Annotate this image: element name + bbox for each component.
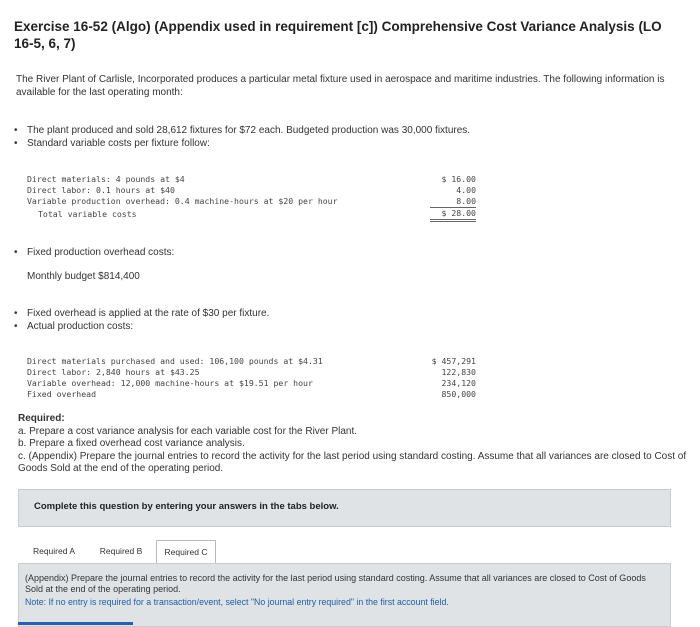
bullet-std-costs: • Standard variable costs per fixture follow: xyxy=(27,137,210,150)
exercise-title: Exercise 16-52 (Algo) (Appendix used in requirement [c]) Comprehensive Cost Variance Analysis (LO 16-5, 6, 7) xyxy=(14,19,662,51)
tab-content-panel xyxy=(18,563,671,627)
actual-row-value: 234,120 xyxy=(441,378,476,388)
panel-note: Note: If no entry is required for a transaction/event, select "No journal entry required" in the first account field. xyxy=(25,597,449,607)
actual-row-label: Variable overhead: 12,000 machine-hours at $19.51 per hour xyxy=(27,378,313,388)
panel-instructions: (Appendix) Prepare the journal entries to record the activity for the last period using standard costing. Assume that all variances are closed to Cost of Goods Sold at the end of the operating period. xyxy=(25,573,646,594)
intro-text: The River Plant of Carlisle, Incorporated produces a particular metal fixture used in aerospace and maritime industries. The following information is available for the last operating month: xyxy=(16,74,665,98)
actual-row-label: Direct materials purchased and used: 106,100 pounds at $4.31 xyxy=(27,356,323,366)
instruction-text: Complete this question by entering your answers in the tabs below. xyxy=(34,501,339,512)
std-row-label: Direct labor: 0.1 hours at $40 xyxy=(27,185,175,195)
std-total-value: $ 28.00 xyxy=(430,208,476,222)
instruction-box xyxy=(18,489,671,527)
actual-row-label: Direct labor: 2,840 hours at $43.25 xyxy=(27,367,200,377)
required-heading: Required: xyxy=(18,413,65,424)
actual-row-value: $ 457,291 xyxy=(431,356,476,366)
tab-required-a[interactable]: Required A xyxy=(32,546,76,556)
tab-required-b[interactable]: Required B xyxy=(99,546,143,556)
std-row-value: $ 16.00 xyxy=(441,174,476,184)
required-b: b. Prepare a fixed overhead cost variance analysis. xyxy=(18,438,245,449)
monthly-budget: Monthly budget $814,400 xyxy=(27,271,140,282)
actual-row-value: 850,000 xyxy=(441,389,476,399)
bullet-applied-rate: • Fixed overhead is applied at the rate of $30 per fixture. xyxy=(27,307,269,320)
bullet-fixed-overhead: • Fixed production overhead costs: xyxy=(27,246,174,259)
std-row-value: 4.00 xyxy=(456,185,476,195)
required-a: a. Prepare a cost variance analysis for each variable cost for the River Plant. xyxy=(18,425,358,437)
required-c: c. (Appendix) Prepare the journal entries to record the activity for the last period using standard costing. Assume that all variances are closed to Cost of Goods Sold at the end of the operating period. xyxy=(18,450,687,474)
std-row-label: Direct materials: 4 pounds at $4 xyxy=(27,174,185,184)
actual-row-label: Fixed overhead xyxy=(27,389,97,399)
actual-row-value: 122,830 xyxy=(441,367,476,377)
tab-required-c[interactable]: Required C xyxy=(156,540,216,564)
bullet-production: • The plant produced and sold 28,612 fixtures for $72 each. Budgeted production was 30,000 fixtures. xyxy=(27,124,470,137)
bullet-actual-costs: • Actual production costs: xyxy=(27,320,133,333)
std-row-label: Variable production overhead: 0.4 machine-hours at $20 per hour xyxy=(27,196,338,206)
std-total-label: Total variable costs xyxy=(38,209,137,219)
required-section xyxy=(18,413,688,476)
std-row-value: 8.00 xyxy=(430,196,476,208)
